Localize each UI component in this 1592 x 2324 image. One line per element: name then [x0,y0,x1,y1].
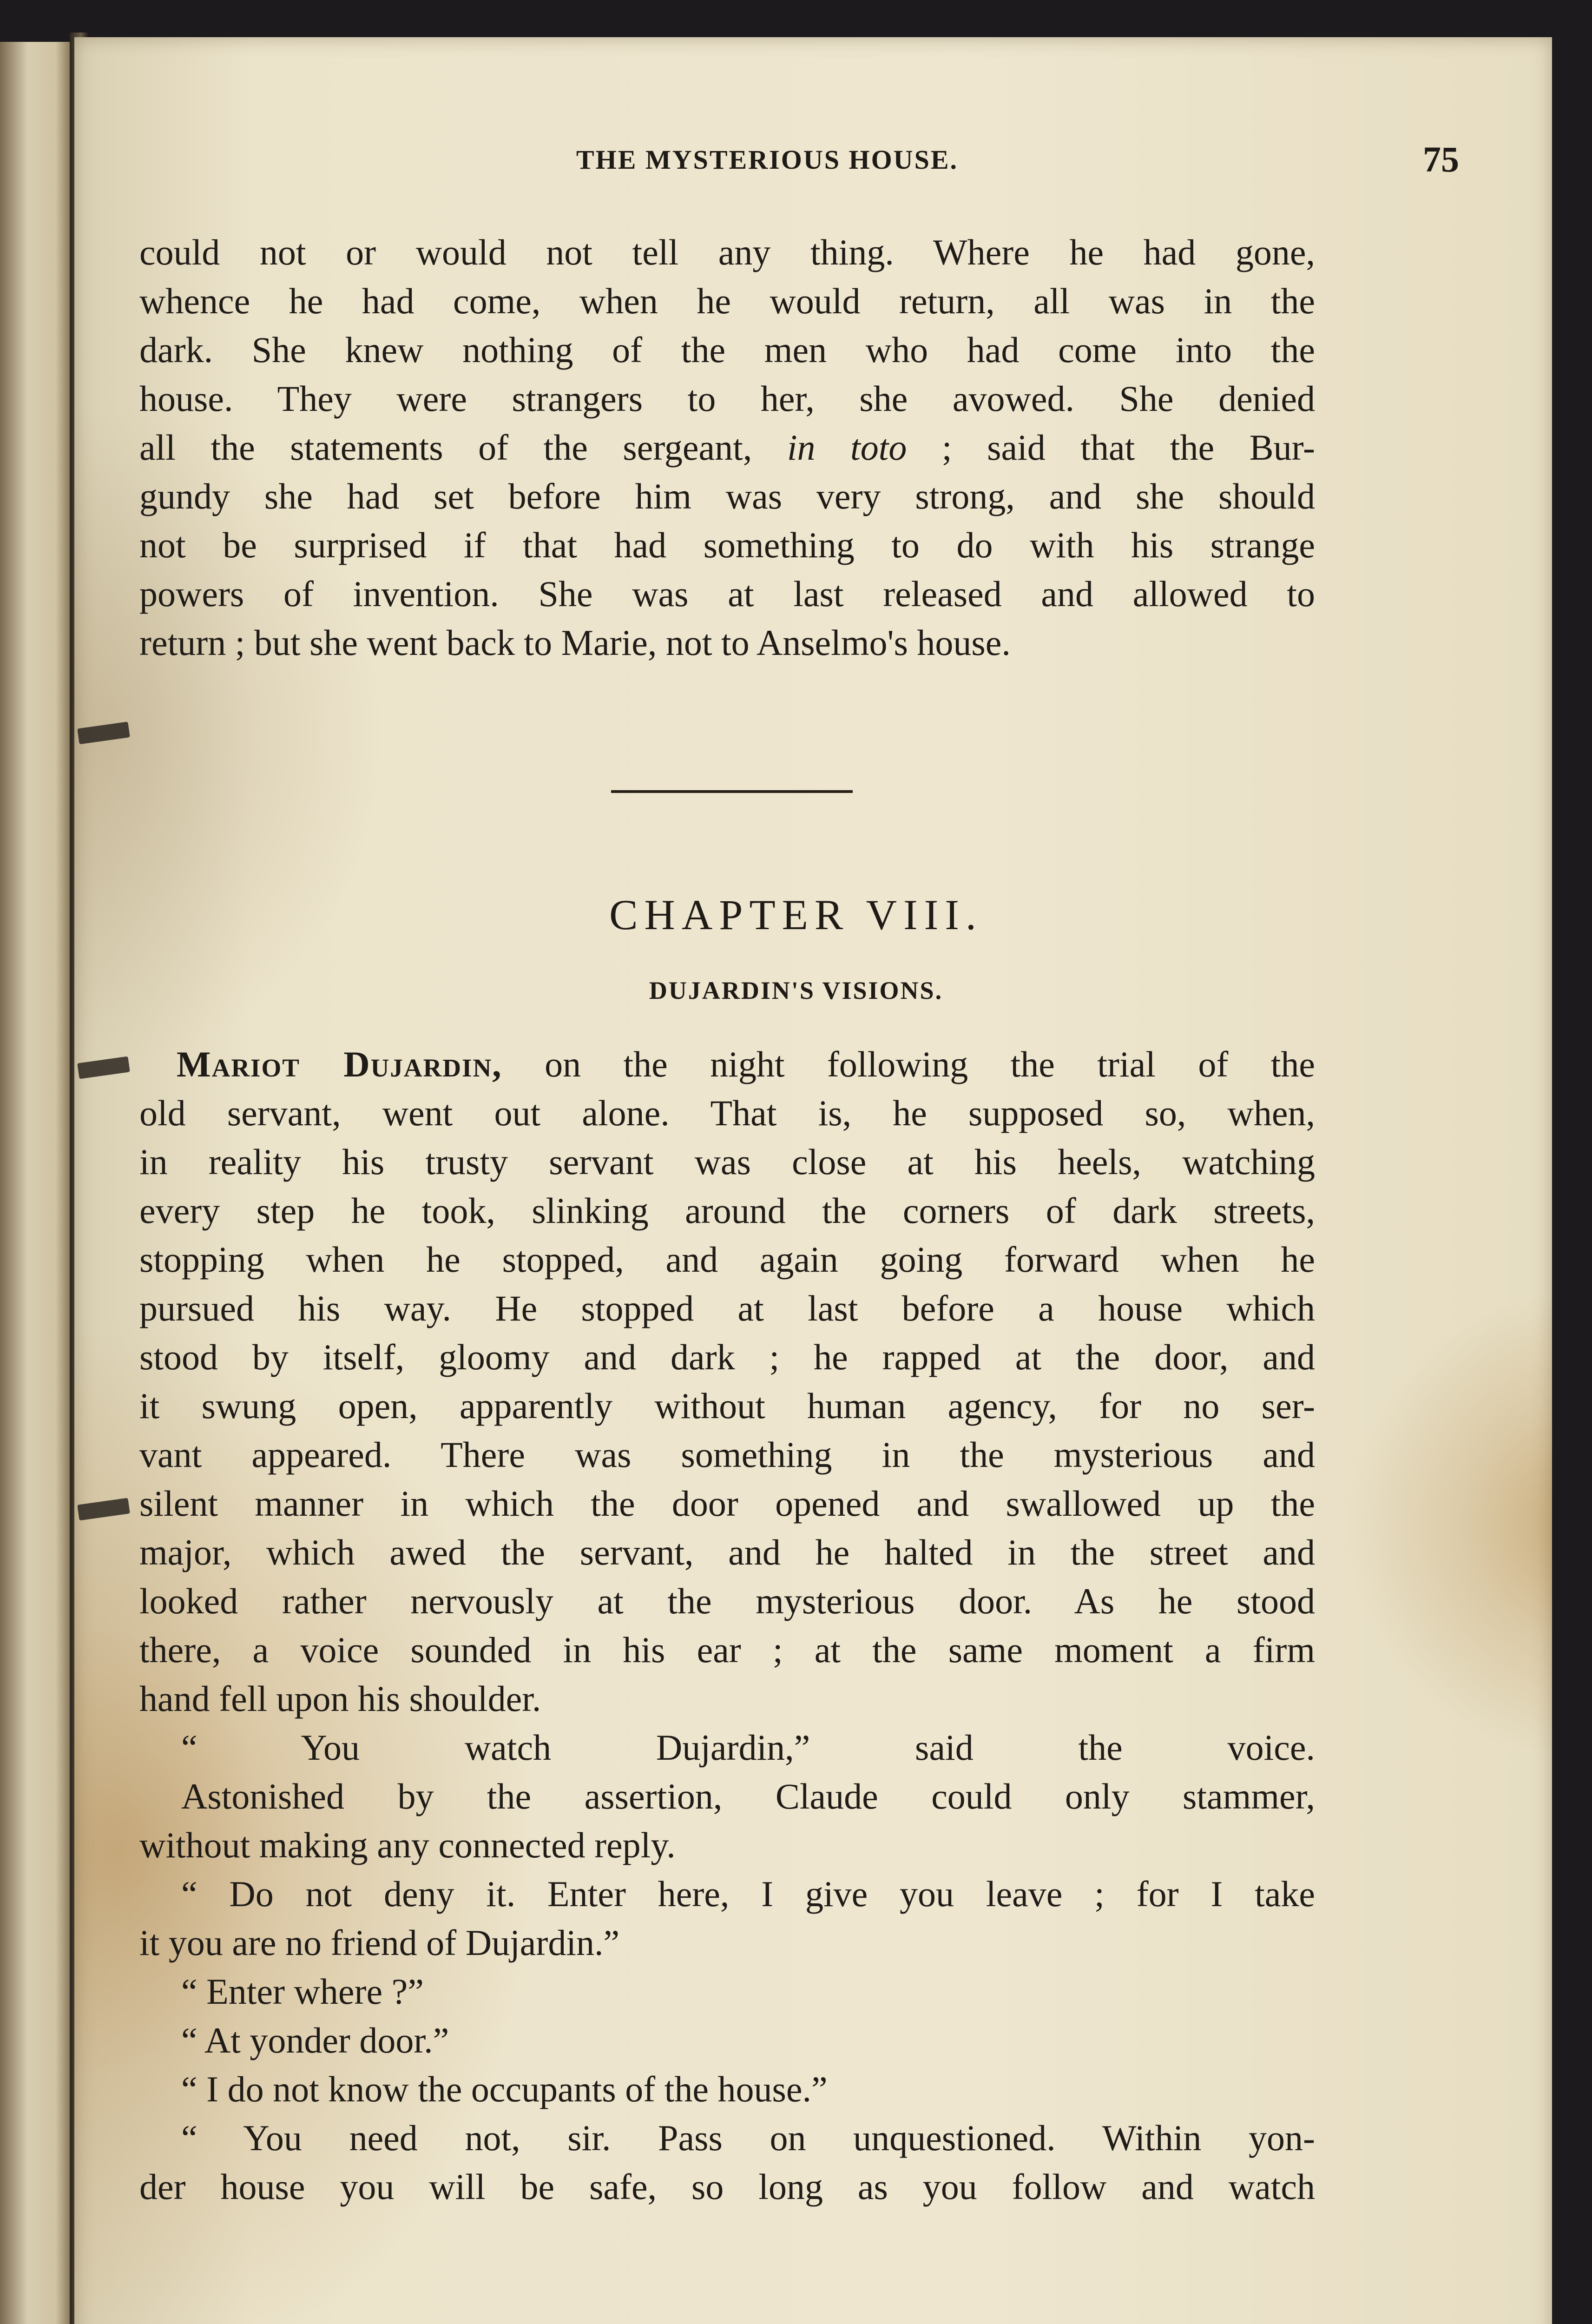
text-line: it swung open, apparently without human agency, for no ser- [139,1386,1315,1426]
dialogue-line: “ You watch Dujardin,” said the voice. [181,1727,1315,1768]
dialogue-line: der house you will be safe, so long as you follow and watch [139,2166,1315,2207]
text-line: hand fell upon his shoulder. [139,1678,541,1719]
latin-phrase: in toto [787,427,907,468]
dialogue-line: “ Enter where ?” [181,1971,424,2012]
dialogue-line: “ At yonder door.” [181,2020,449,2060]
binding-hole [77,1056,130,1079]
text-line: silent manner in which the door opened and swallowed up the [139,1483,1315,1524]
dialogue-line: it you are no friend of Dujardin.” [139,1922,620,1963]
dialogue-line: “ You need not, sir. Pass on unquestioned. Within yon- [181,2118,1315,2158]
chapter-title: CHAPTER VIII. [609,891,983,938]
text-line: in reality his trusty servant was close at his heels, watching [139,1142,1315,1182]
running-head [74,139,1552,191]
text-line [139,1040,1315,1089]
paragraph-1 [139,228,1315,667]
page-number: 75 [1423,139,1459,179]
text-line: whence he had come, when he would return, all was in the [139,281,1315,321]
facing-page-edge [0,42,70,2324]
text-line: every step he took, slinking around the corners of dark streets, [139,1190,1315,1231]
text-line: not be surprised if that had something to do with his strange [139,525,1315,565]
dialogue-line: “ I do not know the occupants of the house.” [181,2069,828,2109]
text-line: stood by itself, gloomy and dark ; he rapped at the door, and [139,1337,1315,1377]
text-line: old servant, went out alone. That is, he supposed so, when, [139,1093,1315,1133]
section-rule [611,790,853,793]
running-title: THE MYSTERIOUS HOUSE. [576,145,959,175]
text-line: powers of invention. She was at last released and allowed to [139,574,1315,614]
text-line: house. They were strangers to her, she avowed. She denied [139,378,1315,419]
text-line: stopping when he stopped, and again going forward when he [139,1239,1315,1280]
paragraph-2 [139,1040,1315,2211]
character-name-lead: Mariot Dujardin, [177,1044,502,1084]
text-line: there, a voice sounded in his ear ; at the same moment a firm [139,1630,1315,1670]
dialogue-line: without making any connected reply. [139,1825,676,1865]
text-line: major, which awed the servant, and he halted in the street and [139,1532,1315,1572]
text-line: return ; but she went back to Marie, not to Anselmo's house. [139,622,1011,663]
dialogue-line: “ Do not deny it. Enter here, I give you leave ; for I take [181,1874,1315,1914]
text-line: vant appeared. There was something in the mysterious and [139,1434,1315,1475]
binding-hole [77,1498,130,1521]
text-line: could not or would not tell any thing. Where he had gone, [139,232,1315,272]
text-line: looked rather nervously at the mysterious door. As he stood [139,1581,1315,1621]
text-line: all the statements of the sergeant, in toto ; said that the Bur- [139,427,1315,468]
dialogue-line: Astonished by the assertion, Claude could only stammer, [181,1776,1315,1816]
binding-hole [77,722,130,745]
text-line: pursued his way. He stopped at last before a house which [139,1288,1315,1328]
chapter-subtitle: DUJARDIN'S VISIONS. [649,977,943,1004]
text-line: dark. She knew nothing of the men who had come into the [139,330,1315,370]
text-line: gundy she had set before him was very strong, and she should [139,476,1315,516]
text-line-rest: on the night following the trial of the [545,1044,1315,1084]
